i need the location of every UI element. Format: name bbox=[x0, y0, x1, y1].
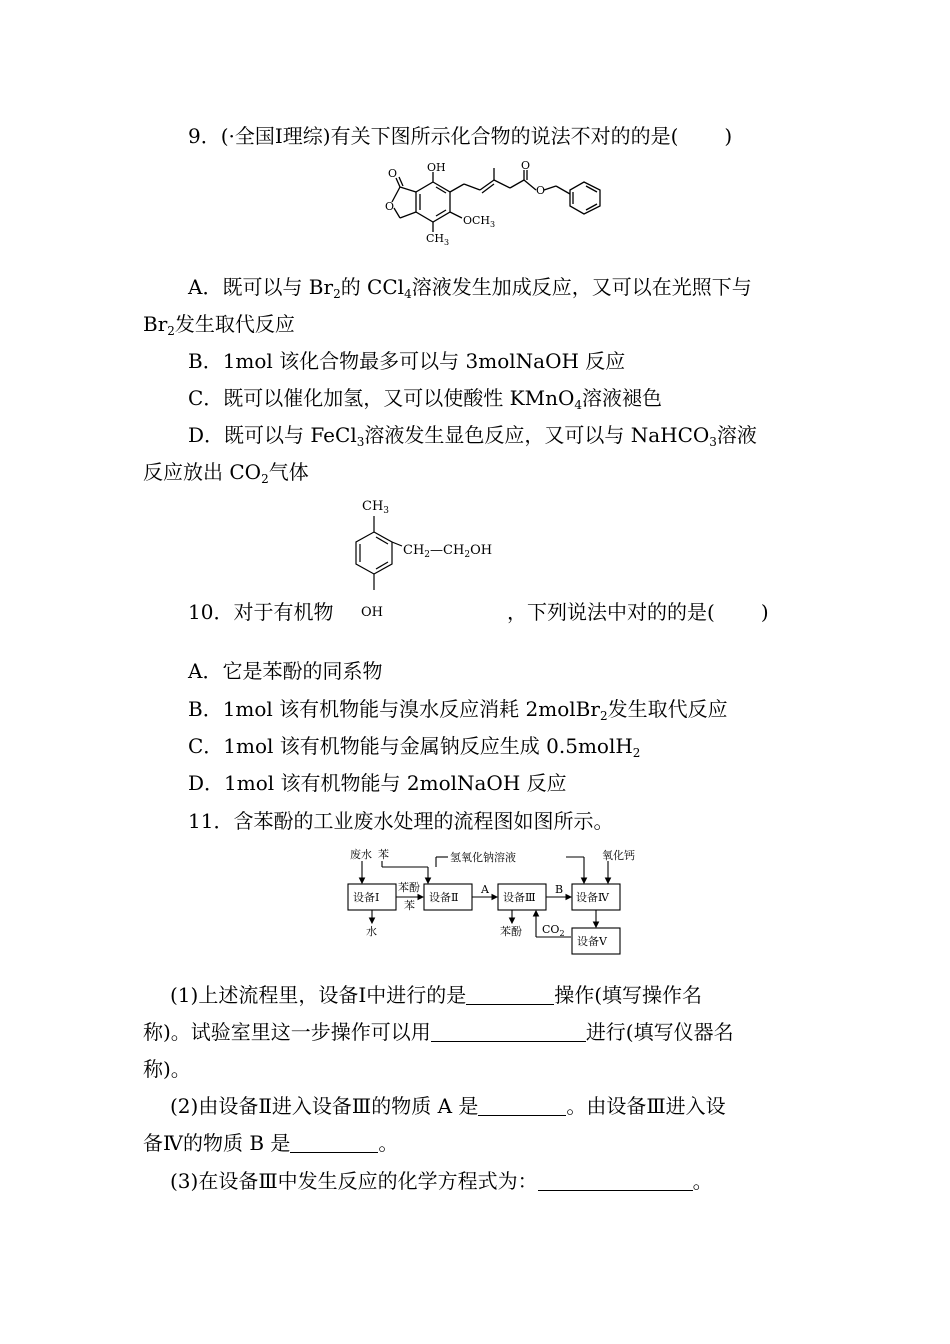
q10-stem-right: ，下列说法中对的的是( ) bbox=[507, 600, 769, 624]
q9-option-d-line2: 反应放出 $CO_2$气体 bbox=[143, 460, 309, 486]
flow-waste-water: 废水 bbox=[350, 848, 372, 861]
flow-co2: $CO_2$ bbox=[542, 923, 565, 938]
flow-benzene-input: 苯 bbox=[378, 848, 389, 861]
flow-phenol-output: 苯酚 bbox=[500, 925, 522, 938]
q10-label-ch3: $CH_3$ bbox=[362, 499, 390, 516]
q9-label-o-ring: O bbox=[385, 200, 395, 213]
q9-label-ch3: $CH_3$ bbox=[426, 232, 450, 247]
q11-part2-line2: 备Ⅳ的物质 B 是 。 bbox=[143, 1131, 399, 1155]
q11-part2-line1: (2)由设备Ⅱ进入设备Ⅲ的物质 A 是 。由设备Ⅲ进入设 bbox=[170, 1094, 726, 1118]
q9-label-ester-carbonyl-o: O bbox=[521, 160, 531, 172]
flow-device-4: 设备Ⅳ bbox=[576, 891, 609, 904]
answer-blank-2[interactable] bbox=[431, 1021, 586, 1042]
answer-blank-1[interactable] bbox=[466, 984, 554, 1005]
q10-label-side-chain: $CH_2—CH_2OH$ bbox=[403, 543, 493, 560]
q9-option-b: B．1mol 该化合物最多可以与 3molNaOH 反应 bbox=[188, 349, 626, 373]
flow-water-output: 水 bbox=[366, 925, 377, 938]
q11-part1-line2: 称)。试验室里这一步操作可以用 进行(填写仪器名 bbox=[143, 1020, 734, 1044]
q10-option-d: D．1mol 该有机物能与 2molNaOH 反应 bbox=[188, 771, 567, 795]
q9-label-ester-o: O bbox=[536, 184, 546, 197]
flow-device-3: 设备Ⅲ bbox=[503, 891, 536, 904]
q11-part3: (3)在设备Ⅲ中发生反应的化学方程式为： 。 bbox=[170, 1169, 713, 1193]
answer-blank-3[interactable] bbox=[478, 1095, 566, 1116]
q10-structure-diagram bbox=[330, 494, 520, 622]
flow-phenol-benzene-bottom: 苯 bbox=[404, 899, 415, 912]
flow-cao: 氧化钙 bbox=[602, 849, 635, 862]
q9-option-d-line1: D．既可以与 FeCl$_3$溶液发生显色反应，又可以与 NaHCO$_3$溶液 bbox=[188, 423, 757, 449]
q9-option-a-line1: A．既可以与 $Br_2$的 CCl$_4$溶液发生加成反应，又可以在光照下与 bbox=[188, 275, 752, 301]
answer-blank-4[interactable] bbox=[290, 1132, 378, 1153]
q9-option-c: C．既可以催化加氢，又可以使酸性 KMnO$_4$溶液褪色 bbox=[188, 386, 662, 412]
q11-flowchart bbox=[338, 843, 648, 959]
flow-device-1: 设备Ⅰ bbox=[353, 891, 380, 904]
q9-label-o-carbonyl: O bbox=[388, 167, 398, 180]
q9-label-och3: $OCH_3$ bbox=[463, 214, 496, 229]
q10-option-a: A．它是苯酚的同系物 bbox=[188, 659, 383, 683]
q10-label-oh: OH bbox=[361, 605, 383, 620]
q9-label-oh: OH bbox=[427, 161, 446, 174]
flow-device-2: 设备Ⅱ bbox=[429, 891, 459, 904]
q9-option-a-line2: $Br_2$发生取代反应 bbox=[143, 312, 295, 338]
q9-stem: 9．(·全国Ⅰ理综)有关下图所示化合物的说法不对的的是( ) bbox=[188, 124, 733, 148]
answer-blank-5[interactable] bbox=[538, 1170, 693, 1191]
flow-label-b: B bbox=[555, 883, 564, 896]
flow-naoh: 氢氧化钠溶液 bbox=[450, 851, 516, 864]
q11-part1-line3: 称)。 bbox=[143, 1057, 191, 1081]
q11-stem: 11．含苯酚的工业废水处理的流程图如图所示。 bbox=[188, 809, 614, 833]
flow-device-5: 设备Ⅴ bbox=[577, 935, 607, 948]
q10-option-b: B．1mol 该有机物能与溴水反应消耗 2molBr$_2$发生取代反应 bbox=[188, 697, 728, 723]
flow-phenol-benzene-top: 苯酚 bbox=[398, 881, 420, 894]
q10-option-c: C．1mol 该有机物能与金属钠反应生成 0.5molH$_2$ bbox=[188, 734, 641, 760]
q11-part1-line1: (1)上述流程里，设备Ⅰ中进行的是 操作(填写操作名 bbox=[170, 983, 703, 1007]
q9-structure-diagram bbox=[372, 160, 622, 252]
flow-label-a: A bbox=[481, 883, 489, 896]
q10-stem-left: 10．对于有机物 bbox=[188, 600, 334, 624]
